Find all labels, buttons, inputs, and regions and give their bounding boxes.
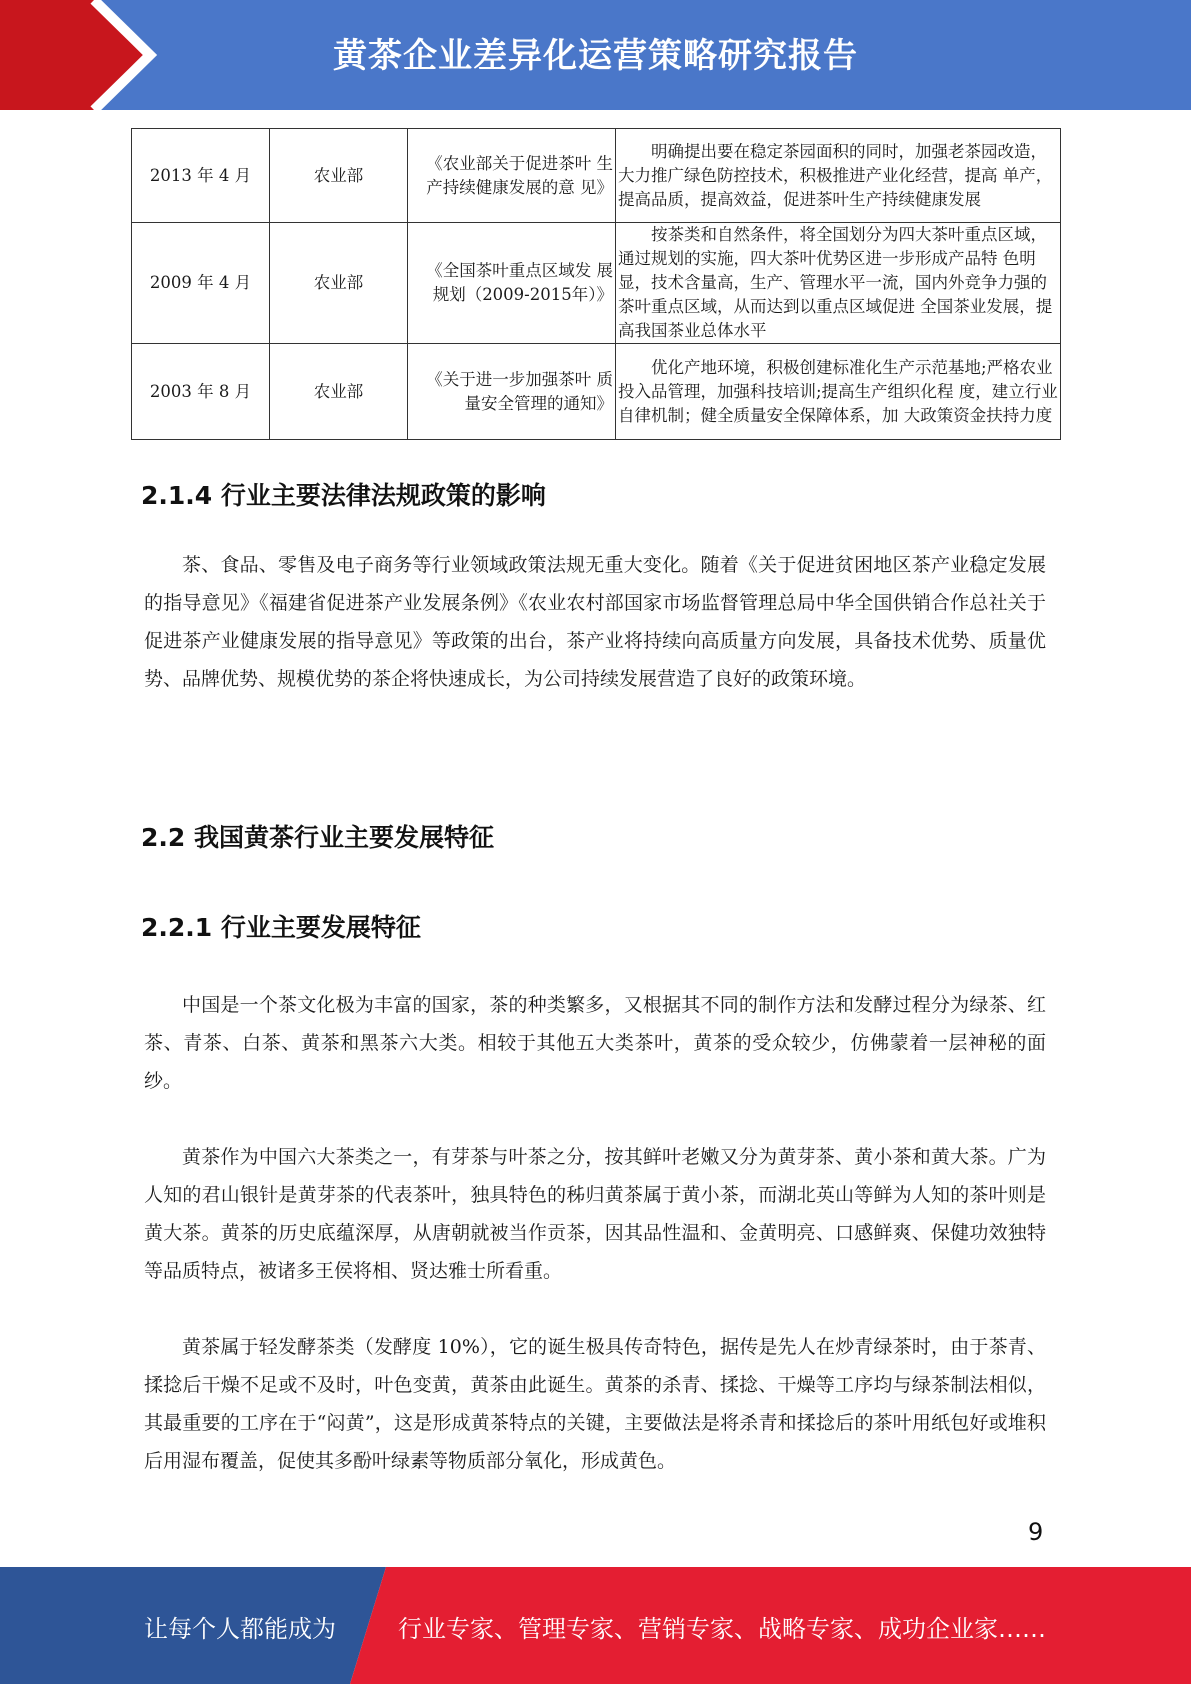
policy-table (131, 128, 1061, 440)
section-heading-2-1-4: 2.1.4 行业主要法律法规政策的影响 (141, 481, 546, 510)
policy-desc: 按茶类和自然条件，将全国划分为四大茶叶重点区域， 通过规划的实施，四大茶叶优势区进一步形成产品特 色明显，技术含量高，生产、管理水平一流，国内外竞争力强的茶叶重点区域，从而达到以重点区域促进 全国茶业发展，提高我国茶业总体水平 (616, 223, 1061, 344)
policy-org: 农业部 (270, 344, 408, 440)
page-header (0, 0, 1191, 110)
policy-date: 2003 年 8 月 (132, 344, 270, 440)
section-heading-2-2: 2.2 我国黄茶行业主要发展特征 (141, 823, 494, 852)
page-number: 9 (1028, 1518, 1044, 1546)
footer-slogan-right: 行业专家、管理专家、营销专家、战略专家、成功企业家…… (398, 1615, 1046, 1643)
policy-org: 农业部 (270, 223, 408, 344)
paragraph-yellow-tea-types: 黄茶作为中国六大茶类之一，有芽茶与叶茶之分，按其鲜叶老嫩又分为黄芽茶、黄小茶和黄大茶。广为人知的君山银针是黄芽茶的代表茶叶，独具特色的秭归黄茶属于黄小茶，而湖北英山等鲜为人知的茶叶则是黄大茶。黄茶的历史底蕴深厚，从唐朝就被当作贡茶，因其品性温和、金黄明亮、口感鲜爽、保健功效独特等品质特点，被诸多王侯将相、贤达雅士所看重。 (144, 1146, 1046, 1282)
paragraph-tea-categories: 中国是一个茶文化极为丰富的国家，茶的种类繁多，又根据其不同的制作方法和发酵过程分为绿茶、红茶、青茶、白茶、黄茶和黑茶六大类。相较于其他五大类茶叶，黄茶的受众较少，仿佛蒙着一层神秘的面纱。 (144, 994, 1046, 1092)
policy-date: 2009 年 4 月 (132, 223, 270, 344)
table-row (132, 129, 1061, 223)
table-row (132, 344, 1061, 440)
document-title: 黄茶企业差异化运营策略研究报告 (333, 36, 858, 76)
policy-date: 2013 年 4 月 (132, 129, 270, 223)
policy-desc: 明确提出要在稳定茶园面积的同时，加强老茶园改造， 大力推广绿色防控技术，积极推进产业化经营，提高 单产，提高品质，提高效益，促进茶叶生产持续健康发展 (616, 129, 1061, 223)
paragraph-policy-impact: 茶、食品、零售及电子商务等行业领域政策法规无重大变化。随着《关于促进贫困地区茶产业稳定发展的指导意见》《福建省促进茶产业发展条例》《农业农村部国家市场监督管理总局中华全国供销合作总社关于促进茶产业健康发展的指导意见》等政策的出台，茶产业将持续向高质量方向发展，具备技术优势、质量优势、品牌优势、规模优势的茶企将快速成长，为公司持续发展营造了良好的政策环境。 (144, 554, 1046, 690)
policy-title: 《农业部关于促进茶叶 生产持续健康发展的意 见》 (408, 129, 616, 223)
paragraph-yellow-tea-process: 黄茶属于轻发酵茶类（发酵度 10%），它的诞生极具传奇特色，据传是先人在炒青绿茶时，由于茶青、揉捻后干燥不足或不及时，叶色变黄，黄茶由此诞生。黄茶的杀青、揉捻、干燥等工序均与绿茶制法相似，其最重要的工序在于“闷黄”，这是形成黄茶特点的关键，主要做法是将杀青和揉捻后的茶叶用纸包好或堆积后用湿布覆盖，促使其多酚叶绿素等物质部分氧化，形成黄色。 (144, 1336, 1046, 1472)
policy-title: 《关于进一步加强茶叶 质量安全管理的通知》 (408, 344, 616, 440)
page-footer (0, 1567, 1191, 1684)
footer-slogan-left: 让每个人都能成为 (144, 1615, 336, 1643)
policy-org: 农业部 (270, 129, 408, 223)
section-heading-2-2-1: 2.2.1 行业主要发展特征 (141, 913, 421, 942)
policy-desc: 优化产地环境，积极创建标准化生产示范基地;严格农业投入品管理，加强科技培训;提高生产组织化程 度，建立行业自律机制；健全质量安全保障体系，加 大政策资金扶持力度 (616, 344, 1061, 440)
policy-title: 《全国茶叶重点区域发 展规划（2009-2015年）》 (408, 223, 616, 344)
table-row (132, 223, 1061, 344)
